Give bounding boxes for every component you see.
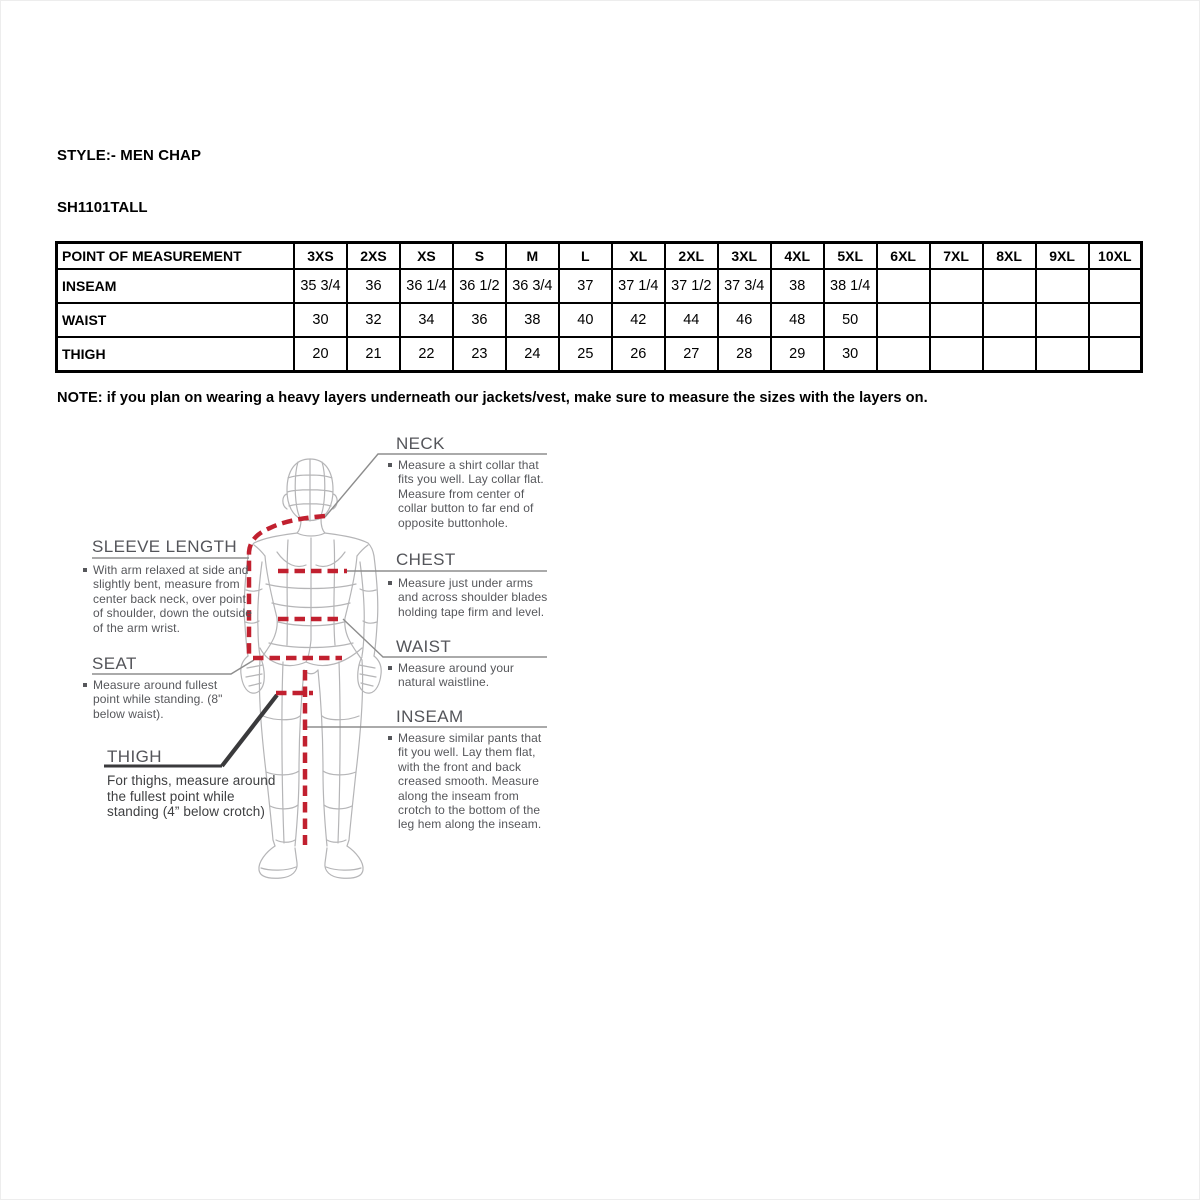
size-value-cell: 28 bbox=[718, 337, 771, 372]
size-column-header: 2XS bbox=[347, 243, 400, 270]
neck-instructions bbox=[388, 458, 550, 530]
size-value-cell: 29 bbox=[771, 337, 824, 372]
size-value-cell: 37 1/2 bbox=[665, 269, 718, 303]
size-value-cell: 40 bbox=[559, 303, 612, 337]
size-value-cell: 38 1/4 bbox=[824, 269, 877, 303]
size-column-header: XS bbox=[400, 243, 453, 270]
size-value-cell bbox=[1089, 337, 1142, 372]
row-label: WAIST bbox=[57, 303, 295, 337]
size-value-cell: 36 3/4 bbox=[506, 269, 559, 303]
size-value-cell: 42 bbox=[612, 303, 665, 337]
style-title: STYLE:- MEN CHAP bbox=[57, 147, 202, 164]
waist-instructions bbox=[388, 661, 540, 690]
size-value-cell: 22 bbox=[400, 337, 453, 372]
size-value-cell: 35 3/4 bbox=[294, 269, 347, 303]
size-column-header: XL bbox=[612, 243, 665, 270]
table-row bbox=[57, 337, 1142, 372]
bullet-icon bbox=[388, 463, 392, 467]
size-value-cell: 32 bbox=[347, 303, 400, 337]
size-table-header-row bbox=[57, 243, 1142, 270]
size-value-cell bbox=[930, 269, 983, 303]
bullet-icon bbox=[83, 683, 87, 687]
size-column-header: 3XS bbox=[294, 243, 347, 270]
size-value-cell: 34 bbox=[400, 303, 453, 337]
neck-heading: NECK bbox=[396, 434, 445, 453]
waist-instructions-text: Measure around your natural waistline. bbox=[398, 661, 514, 690]
size-column-header: L bbox=[559, 243, 612, 270]
size-value-cell: 37 bbox=[559, 269, 612, 303]
seat-instructions bbox=[83, 678, 233, 721]
size-value-cell bbox=[983, 303, 1036, 337]
size-column-header: 7XL bbox=[930, 243, 983, 270]
inseam-instructions bbox=[388, 731, 550, 832]
size-value-cell: 36 1/2 bbox=[453, 269, 506, 303]
size-value-cell: 37 1/4 bbox=[612, 269, 665, 303]
size-value-cell: 21 bbox=[347, 337, 400, 372]
bullet-icon bbox=[388, 666, 392, 670]
seat-instructions-text: Measure around fullest point while standing. (8" below waist). bbox=[93, 678, 223, 721]
size-value-cell: 20 bbox=[294, 337, 347, 372]
size-value-cell bbox=[1036, 303, 1089, 337]
bullet-icon bbox=[388, 581, 392, 585]
size-value-cell: 23 bbox=[453, 337, 506, 372]
seat-heading: SEAT bbox=[92, 654, 137, 673]
neck-instructions-text: Measure a shirt collar that fits you well. Lay collar flat. Measure from center of collar button to far end of opposite buttonhole. bbox=[398, 458, 544, 530]
size-value-cell bbox=[1089, 269, 1142, 303]
inseam-heading: INSEAM bbox=[396, 707, 464, 726]
size-value-cell: 44 bbox=[665, 303, 718, 337]
size-column-header: 2XL bbox=[665, 243, 718, 270]
waist-heading: WAIST bbox=[396, 637, 452, 656]
chest-heading: CHEST bbox=[396, 550, 456, 569]
thigh-heading: THIGH bbox=[107, 747, 162, 766]
size-value-cell: 24 bbox=[506, 337, 559, 372]
sleeve-length-instructions bbox=[83, 563, 257, 635]
size-value-cell bbox=[930, 337, 983, 372]
size-value-cell: 36 bbox=[453, 303, 506, 337]
size-column-header: 10XL bbox=[1089, 243, 1142, 270]
chest-instructions-text: Measure just under arms and across shoulder blades holding tape firm and level. bbox=[398, 576, 548, 619]
thigh-instructions bbox=[107, 773, 279, 820]
size-value-cell: 46 bbox=[718, 303, 771, 337]
size-value-cell bbox=[1036, 269, 1089, 303]
thigh-instructions-text: For thighs, measure around the fullest point while standing (4” below crotch) bbox=[107, 773, 276, 819]
size-value-cell: 36 1/4 bbox=[400, 269, 453, 303]
sleeve-length-instructions-text: With arm relaxed at side and slightly bent, measure from center back neck, over point of shoulder, down the outside of the arm wrist. bbox=[93, 563, 253, 635]
size-value-cell bbox=[983, 337, 1036, 372]
size-value-cell: 30 bbox=[824, 337, 877, 372]
row-label: THIGH bbox=[57, 337, 295, 372]
size-column-header: 8XL bbox=[983, 243, 1036, 270]
size-value-cell: 36 bbox=[347, 269, 400, 303]
sleeve-length-heading: SLEEVE LENGTH bbox=[92, 537, 238, 556]
size-value-cell bbox=[930, 303, 983, 337]
size-value-cell: 27 bbox=[665, 337, 718, 372]
size-table-body bbox=[57, 269, 1142, 372]
size-value-cell: 38 bbox=[771, 269, 824, 303]
size-value-cell bbox=[877, 337, 930, 372]
size-value-cell: 25 bbox=[559, 337, 612, 372]
size-value-cell: 37 3/4 bbox=[718, 269, 771, 303]
size-value-cell bbox=[983, 269, 1036, 303]
size-value-cell: 50 bbox=[824, 303, 877, 337]
layers-note: NOTE: if you plan on wearing a heavy layers underneath our jackets/vest, make sure to measure the sizes with the layers on. bbox=[57, 390, 928, 406]
size-column-header: S bbox=[453, 243, 506, 270]
size-value-cell: 48 bbox=[771, 303, 824, 337]
bullet-icon bbox=[388, 736, 392, 740]
chest-instructions bbox=[388, 576, 550, 619]
size-value-cell bbox=[1089, 303, 1142, 337]
size-column-header: 5XL bbox=[824, 243, 877, 270]
size-value-cell bbox=[877, 303, 930, 337]
table-row bbox=[57, 303, 1142, 337]
size-table-head bbox=[57, 243, 1142, 270]
size-column-header: 9XL bbox=[1036, 243, 1089, 270]
size-column-header: 6XL bbox=[877, 243, 930, 270]
size-value-cell: 26 bbox=[612, 337, 665, 372]
size-chart-table bbox=[55, 241, 1143, 373]
table-row bbox=[57, 269, 1142, 303]
size-value-cell: 30 bbox=[294, 303, 347, 337]
inseam-instructions-text: Measure similar pants that fit you well. Lay them flat, with the front and back creased smooth. Measure along the inseam from crotch to the bottom of the leg hem along the inseam. bbox=[398, 731, 542, 832]
row-label: INSEAM bbox=[57, 269, 295, 303]
measurement-column-header: POINT OF MEASUREMENT bbox=[57, 243, 295, 270]
size-value-cell bbox=[1036, 337, 1089, 372]
bullet-icon bbox=[83, 568, 87, 572]
size-column-header: 4XL bbox=[771, 243, 824, 270]
size-column-header: 3XL bbox=[718, 243, 771, 270]
style-code: SH1101TALL bbox=[57, 199, 148, 216]
size-value-cell bbox=[877, 269, 930, 303]
size-column-header: M bbox=[506, 243, 559, 270]
size-value-cell: 38 bbox=[506, 303, 559, 337]
